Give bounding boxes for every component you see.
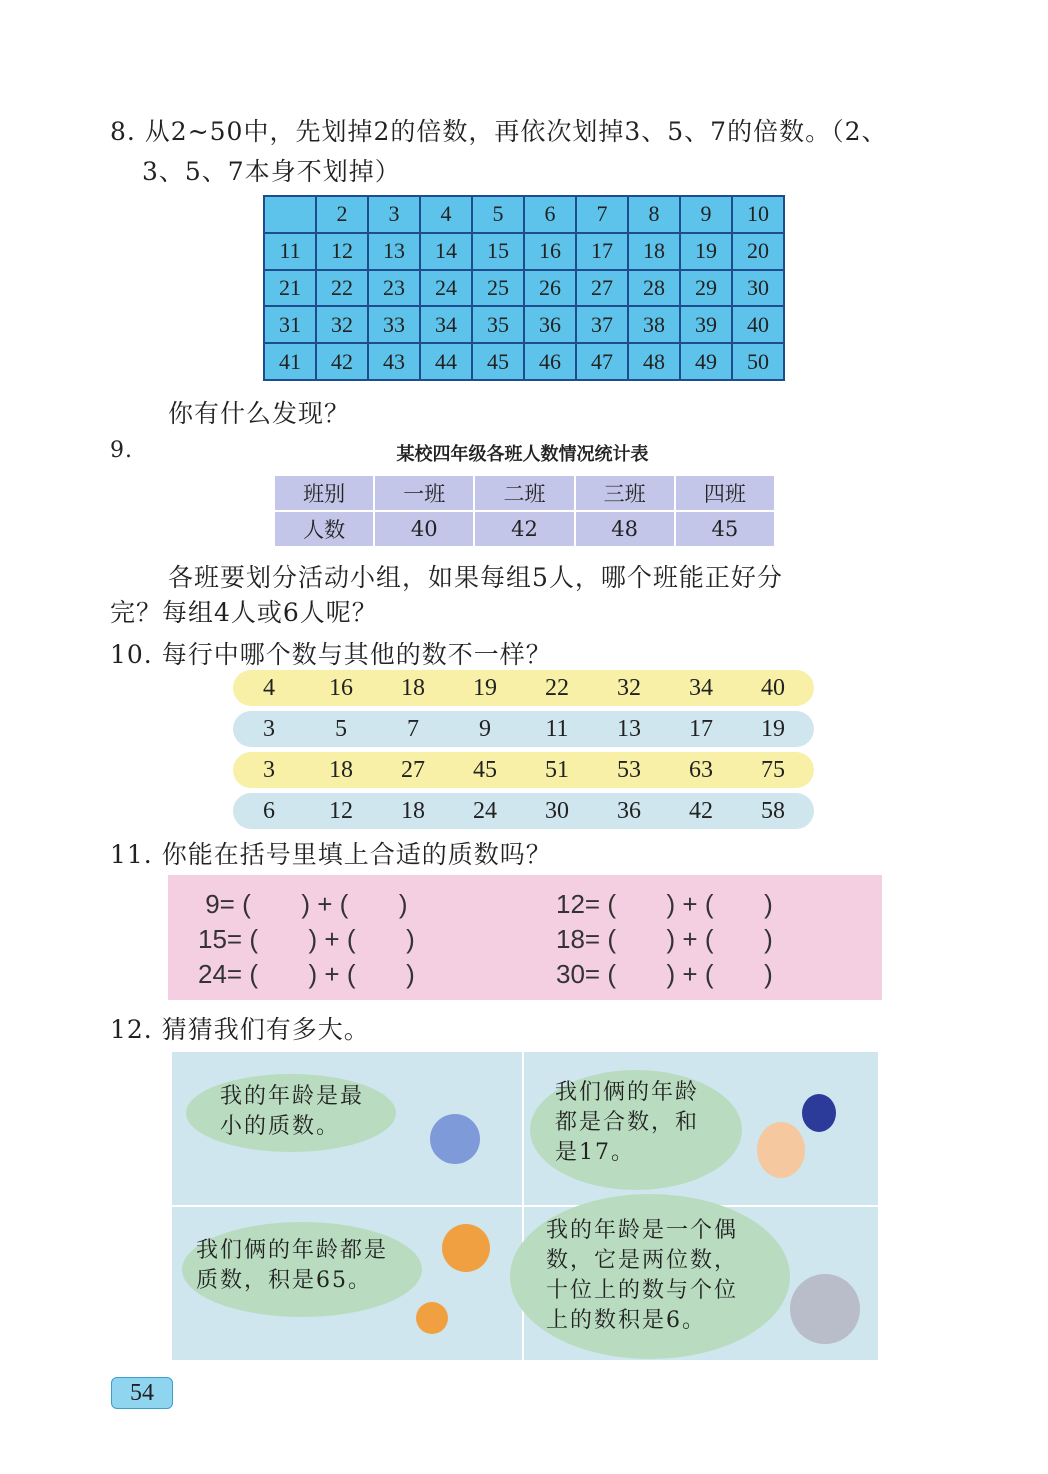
bubble-text: 数，它是两位数，: [546, 1248, 739, 1273]
number: 24: [473, 797, 497, 824]
number: 6: [263, 797, 275, 824]
page-number: 54: [111, 1377, 173, 1409]
bubble-text: 质数，积是65。: [196, 1268, 372, 1293]
grid-cell: 44: [420, 343, 472, 380]
grid-cell: 45: [472, 343, 524, 380]
bubble-text: 是17。: [555, 1140, 635, 1165]
grid-cell: 23: [368, 270, 420, 307]
grid-cell: 12: [316, 233, 368, 270]
grid-row: [264, 233, 784, 270]
q11-title: 11. 你能在括号里填上合适的质数吗？: [110, 840, 552, 869]
table-row: [274, 511, 775, 547]
grid-cell: 11: [264, 233, 316, 270]
grid-cell: 18: [628, 233, 680, 270]
table-cell: 45: [675, 511, 775, 547]
number: 18: [401, 674, 425, 701]
grid-cell: 6: [524, 196, 576, 233]
bubble-text: 上的数积是6。: [546, 1308, 706, 1333]
bubble-text: 我的年龄是最: [220, 1084, 365, 1109]
tiger-icon: [442, 1224, 490, 1272]
number: 7: [407, 715, 419, 742]
prime-sum-box: [168, 875, 882, 1000]
grid-cell: 38: [628, 306, 680, 343]
grid-cell: 40: [732, 306, 784, 343]
hippo-icon: [757, 1122, 805, 1178]
number: 19: [761, 715, 785, 742]
grid-cell: 10: [732, 196, 784, 233]
grid-cell: 7: [576, 196, 628, 233]
mouse-icon: [430, 1114, 480, 1164]
grid-cell: 15: [472, 233, 524, 270]
grid-cell: 2: [316, 196, 368, 233]
grid-cell: 20: [732, 233, 784, 270]
speech-bubble-tigers: [182, 1222, 422, 1317]
number: 19: [473, 674, 497, 701]
grid-cell: 35: [472, 306, 524, 343]
number: 3: [263, 756, 275, 783]
grid-cell: 13: [368, 233, 420, 270]
number-row: [233, 670, 814, 706]
q8-line2: 3、5、7本身不划掉）: [142, 157, 401, 186]
table-cell: 48: [575, 511, 675, 547]
number: 34: [689, 674, 713, 701]
number: 63: [689, 756, 713, 783]
number: 32: [617, 674, 641, 701]
grid-cell: 27: [576, 270, 628, 307]
grid-cell: 50: [732, 343, 784, 380]
number: 53: [617, 756, 641, 783]
bubble-text: 我们俩的年龄都是: [196, 1238, 389, 1263]
equation: 12= ( ) + ( ): [556, 889, 773, 919]
grid-cell: 43: [368, 343, 420, 380]
table-cell: 四班: [675, 475, 775, 511]
number: 58: [761, 797, 785, 824]
number: 5: [335, 715, 347, 742]
number: 51: [545, 756, 569, 783]
equation: 30= ( ) + ( ): [556, 959, 773, 989]
grid-cell: 19: [680, 233, 732, 270]
q9-text2: 完？每组4人或6人呢？: [110, 598, 378, 627]
bubble-text: 我的年龄是一个偶: [546, 1218, 739, 1243]
grid-cell: 26: [524, 270, 576, 307]
bubble-text: 都是合数，和: [555, 1110, 700, 1135]
q10-title: 10. 每行中哪个数与其他的数不一样？: [110, 640, 552, 669]
class-stats-table: [273, 474, 776, 548]
q9-text1: 各班要划分活动小组，如果每组5人，哪个班能正好分: [168, 563, 783, 592]
number: 4: [263, 674, 275, 701]
number: 3: [263, 715, 275, 742]
grid-row: [264, 343, 784, 380]
q12-title: 12. 猜猜我们有多大。: [110, 1015, 370, 1044]
number: 9: [479, 715, 491, 742]
equation: 15= ( ) + ( ): [198, 924, 415, 954]
number: 13: [617, 715, 641, 742]
divider: [172, 1205, 878, 1207]
table-row: [274, 475, 775, 511]
grid-cell: 49: [680, 343, 732, 380]
grid-cell: 17: [576, 233, 628, 270]
grid-cell: 47: [576, 343, 628, 380]
q8-line1: 8. 从2~50中，先划掉2的倍数，再依次划掉3、5、7的倍数。（2、: [110, 117, 888, 146]
number-row: [233, 752, 814, 788]
number: 75: [761, 756, 785, 783]
grid-cell: 33: [368, 306, 420, 343]
grid-cell: 36: [524, 306, 576, 343]
grid-cell: 9: [680, 196, 732, 233]
hippo-small-icon: [802, 1094, 836, 1132]
speech-bubble-hippos: [530, 1070, 742, 1190]
number: 17: [689, 715, 713, 742]
number: 22: [545, 674, 569, 701]
number-row: [233, 793, 814, 829]
grid-cell: 21: [264, 270, 316, 307]
number: 42: [689, 797, 713, 824]
grid-cell: 24: [420, 270, 472, 307]
number: 30: [545, 797, 569, 824]
grid-cell: 4: [420, 196, 472, 233]
table-cell: 一班: [374, 475, 474, 511]
table-cell: 40: [374, 511, 474, 547]
grid-cell: 46: [524, 343, 576, 380]
number: 18: [329, 756, 353, 783]
grid-cell: 41: [264, 343, 316, 380]
age-puzzle-panel: [172, 1052, 878, 1360]
speech-bubble-mouse: [186, 1074, 396, 1152]
grid-cell: 5: [472, 196, 524, 233]
tiger-cub-icon: [416, 1302, 448, 1334]
table-cell: 三班: [575, 475, 675, 511]
table-title: 某校四年级各班人数情况统计表: [396, 444, 649, 465]
grid-cell: 34: [420, 306, 472, 343]
grid-cell: 14: [420, 233, 472, 270]
grid-cell: 42: [316, 343, 368, 380]
grid-row: [264, 306, 784, 343]
equation: 24= ( ) + ( ): [198, 959, 415, 989]
grid-row: [264, 270, 784, 307]
grid-cell: 37: [576, 306, 628, 343]
number: 45: [473, 756, 497, 783]
grid-cell: 29: [680, 270, 732, 307]
number: 16: [329, 674, 353, 701]
grid-cell: 31: [264, 306, 316, 343]
number: 12: [329, 797, 353, 824]
number: 36: [617, 797, 641, 824]
bubble-text: 我们俩的年龄: [555, 1080, 700, 1105]
grid-cell: 30: [732, 270, 784, 307]
grid-cell: [264, 196, 316, 233]
q9-number: 9.: [110, 438, 133, 463]
grid-cell: 8: [628, 196, 680, 233]
bubble-text: 十位上的数与个位: [546, 1278, 739, 1303]
grid-cell: 28: [628, 270, 680, 307]
table-cell: 42: [474, 511, 574, 547]
grid-cell: 16: [524, 233, 576, 270]
q8-prompt: 你有什么发现？: [168, 399, 351, 428]
number: 11: [545, 715, 569, 742]
grid-cell: 22: [316, 270, 368, 307]
speech-bubble-elephant: [510, 1194, 790, 1359]
grid-cell: 32: [316, 306, 368, 343]
grid-row: [264, 196, 784, 233]
equation: 18= ( ) + ( ): [556, 924, 773, 954]
elephant-icon: [790, 1274, 860, 1344]
table-cell: 人数: [274, 511, 374, 547]
grid-cell: 48: [628, 343, 680, 380]
number-grid: [263, 195, 785, 381]
grid-cell: 25: [472, 270, 524, 307]
grid-cell: 3: [368, 196, 420, 233]
table-cell: 班别: [274, 475, 374, 511]
number: 27: [401, 756, 425, 783]
number: 40: [761, 674, 785, 701]
bubble-text: 小的质数。: [220, 1114, 341, 1139]
table-cell: 二班: [474, 475, 574, 511]
number-row: [233, 711, 814, 747]
grid-cell: 39: [680, 306, 732, 343]
number: 18: [401, 797, 425, 824]
equation: 9= ( ) + ( ): [198, 889, 408, 919]
